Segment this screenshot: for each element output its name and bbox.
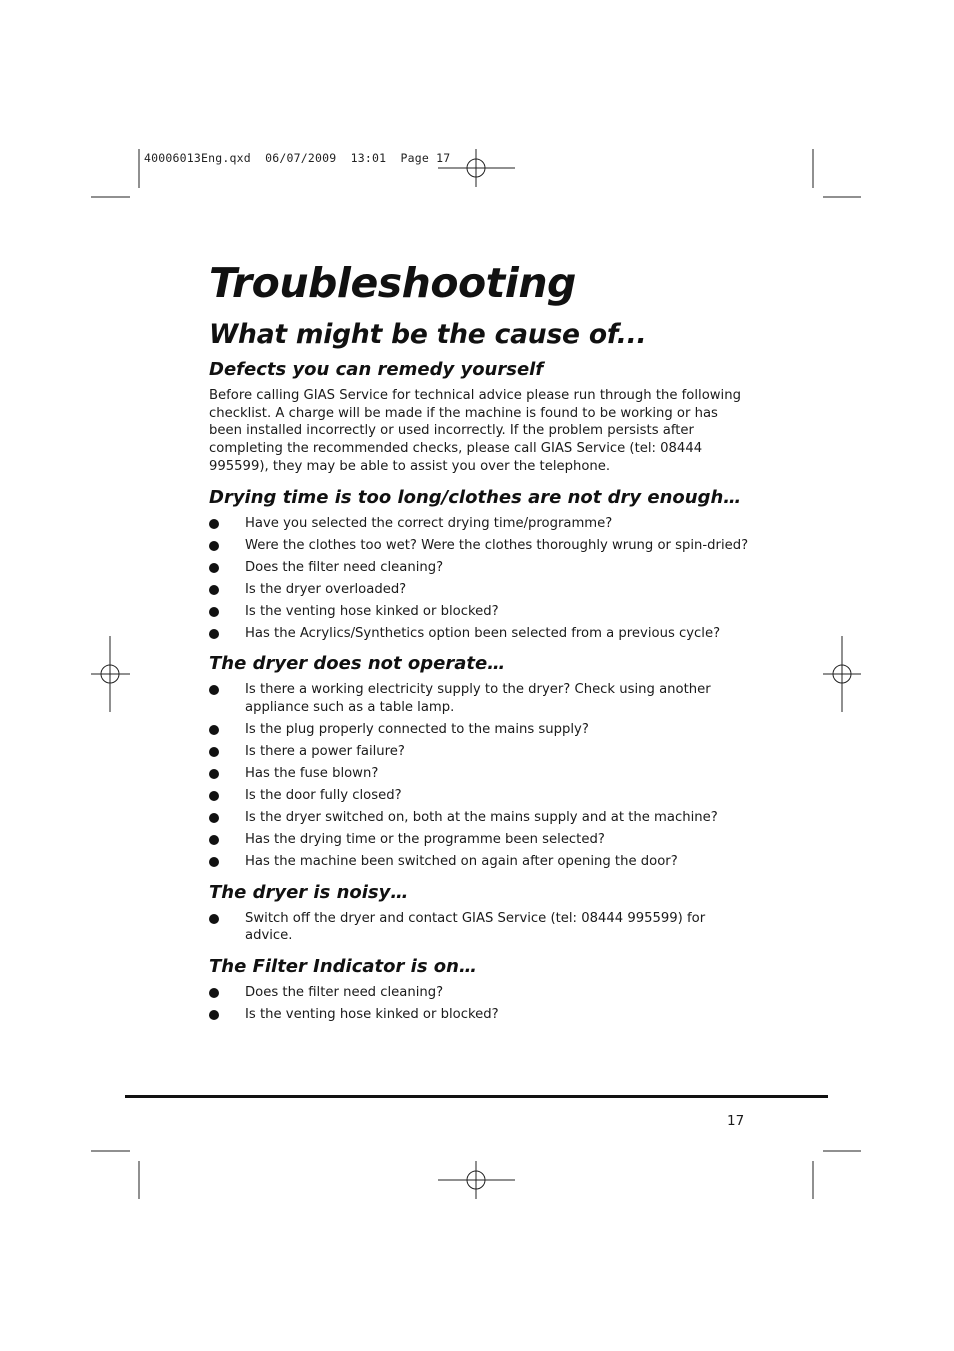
page-title: Troubleshooting [209,259,576,307]
bullet-icon [209,1010,219,1020]
bullet-icon [209,769,219,779]
bullet-icon [209,519,219,529]
bullet-icon [209,685,219,695]
bullet-icon [209,914,219,924]
section-filter-indicator [209,954,749,1024]
section-heading: Drying time is too long/clothes are not dry enough… [209,486,742,508]
bullet-icon [209,541,219,551]
intro-heading: Defects you can remedy yourself [209,359,544,380]
list-item: Has the drying time or the programme been selected? [209,831,749,849]
bullet-icon [209,585,219,595]
intro-text: Before calling GIAS Service for technical advice please run through the following checklist. A charge will be made if the machine is found to be working or has been installed incorrectly or used incorrectly. If the problem persists after completing the recommended checks, please call GIAS Service (tel: 08444 995599), they may be able to assist you over the telephone. [209,388,741,474]
bullet-icon [209,629,219,639]
list-item: Is the dryer overloaded? [209,581,749,599]
list-item: Is the dryer switched on, both at the mains supply and at the machine? [209,809,749,827]
list-item: Is the door fully closed? [209,787,749,805]
bullet-icon [209,835,219,845]
checklist [209,910,749,945]
list-item: Switch off the dryer and contact GIAS Service (tel: 08444 995599) for advice. [209,910,749,945]
bullet-icon [209,607,219,617]
list-item: Does the filter need cleaning? [209,559,749,577]
bullet-icon [209,791,219,801]
bullet-icon [209,747,219,757]
bullet-icon [209,725,219,735]
page-subtitle: What might be the cause of... [209,319,647,350]
list-item: Is the venting hose kinked or blocked? [209,603,749,621]
section-heading: The dryer is noisy… [209,881,409,903]
checklist [209,515,749,643]
list-item: Has the fuse blown? [209,765,749,783]
bullet-icon [209,988,219,998]
list-item: Is there a power failure? [209,743,749,761]
list-item: Does the filter need cleaning? [209,984,749,1002]
list-item: Have you selected the correct drying time/programme? [209,515,749,533]
bullet-icon [209,563,219,573]
bullet-icon [209,857,219,867]
list-item: Were the clothes too wet? Were the clothes thoroughly wrung or spin-dried? [209,537,749,555]
list-item: Has the Acrylics/Synthetics option been selected from a previous cycle? [209,625,749,643]
bullet-icon [209,813,219,823]
checklist [209,984,749,1024]
list-item: Is there a working electricity supply to the dryer? Check using another appliance such as a table lamp. [209,681,749,716]
section-noisy [209,880,749,945]
footer-rule [125,1095,828,1098]
checklist [209,681,749,870]
print-slug: 40006013Eng.qxd 06/07/2009 13:01 Page 17 [144,151,451,165]
list-item: Is the plug properly connected to the mains supply? [209,721,749,739]
page-content [209,255,749,1028]
section-heading: The dryer does not operate… [209,653,506,675]
page-number: 17 [727,1113,745,1129]
list-item: Is the venting hose kinked or blocked? [209,1006,749,1024]
section-drying-time [209,485,749,643]
section-heading: The Filter Indicator is on… [209,956,477,978]
section-does-not-operate [209,651,749,870]
list-item: Has the machine been switched on again after opening the door? [209,853,749,871]
